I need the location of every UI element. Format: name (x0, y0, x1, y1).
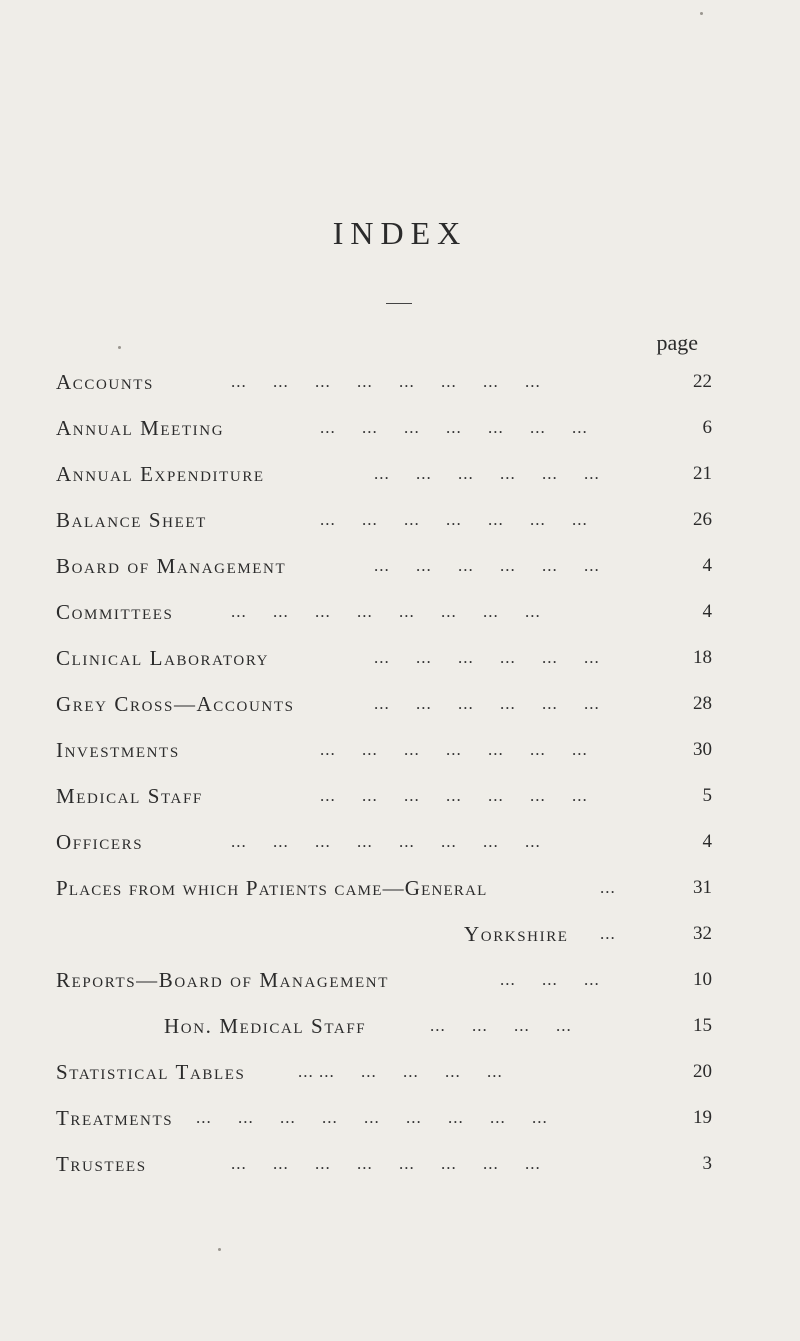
paper-speck (218, 1248, 221, 1251)
dot-leader: ... ... ... ... (430, 1016, 572, 1035)
title-rule (386, 303, 412, 304)
index-entry-trustees (56, 1147, 712, 1181)
entry-label: Grey Cross—Accounts (56, 692, 295, 716)
index-entry-places-general (56, 871, 712, 905)
index-entry-statistical-tables (56, 1055, 712, 1089)
index-entry-places-yorkshire (56, 917, 712, 951)
paper-speck (118, 346, 121, 349)
entry-label: Investments (56, 738, 180, 762)
index-entry-committees (56, 595, 712, 629)
entry-label: Accounts (56, 370, 154, 394)
entry-label: Annual Meeting (56, 416, 225, 440)
index-entry-grey-cross-accounts (56, 687, 712, 721)
entry-label: Annual Expenditure (56, 462, 265, 486)
index-entry-accounts (56, 365, 712, 399)
dot-leader: ... ... ... ... ... ... ... ... (231, 1154, 541, 1173)
entry-page-number: 28 (693, 693, 712, 714)
entry-label: Hon. Medical Staff (164, 1014, 367, 1038)
dot-leader: ... ... ... ... ... ... ... (320, 740, 588, 759)
dot-leader: ... ... ... ... ... ... ... (320, 510, 588, 529)
entry-page-number: 20 (693, 1061, 712, 1082)
entry-page-number: 3 (702, 1153, 712, 1174)
entry-label: Officers (56, 830, 144, 854)
dot-leader: ... ... ... ... ... ... ... ... (231, 372, 541, 391)
entry-page-number: 21 (693, 463, 712, 484)
dot-leader: ... ... ... ... ... ... (374, 694, 600, 713)
entry-label: Medical Staff (56, 784, 203, 808)
dot-leader: ... ... ... ... ... ... ... (320, 418, 588, 437)
dot-leader: ... (600, 924, 616, 943)
entry-page-number: 30 (693, 739, 712, 760)
dot-leader: ... ... ... ... ... ... (374, 648, 600, 667)
entry-page-number: 19 (693, 1107, 712, 1128)
dot-leader: ... ... ... ... ... ... ... ... (231, 602, 541, 621)
entry-page-number: 18 (693, 647, 712, 668)
index-entry-annual-expenditure (56, 457, 712, 491)
entry-page-number: 22 (693, 371, 712, 392)
index-entry-clinical-laboratory (56, 641, 712, 675)
entry-page-number: 4 (702, 555, 712, 576)
page-column-heading: page (656, 330, 698, 355)
index-entry-medical-staff (56, 779, 712, 813)
entry-label: Places from which Patients came—General (56, 876, 488, 900)
entry-page-number: 26 (693, 509, 712, 530)
dot-leader: ... (600, 878, 616, 897)
paper-speck (700, 12, 703, 15)
entry-page-number: 10 (693, 969, 712, 990)
index-entry-reports-hon-medical-staff (56, 1009, 712, 1043)
index-entry-balance-sheet (56, 503, 712, 537)
entry-label: Yorkshire (464, 922, 569, 946)
entry-page-number: 4 (702, 831, 712, 852)
dot-leader: ... ... ... ... ... ... ... ... ... (196, 1108, 548, 1127)
dot-leader: ... ... ... ... ... ... ... (320, 786, 588, 805)
entry-page-number: 31 (693, 877, 712, 898)
entry-label: Board of Management (56, 554, 287, 578)
index-entry-annual-meeting (56, 411, 712, 445)
entry-page-number: 4 (702, 601, 712, 622)
entry-label: Statistical Tables (56, 1060, 246, 1084)
dot-leader: ... ... ... ... ... ... (374, 556, 600, 575)
entry-label: Treatments (56, 1106, 174, 1130)
index-entry-investments (56, 733, 712, 767)
index-title: INDEX (332, 215, 468, 251)
index-entry-officers (56, 825, 712, 859)
entry-page-number: 5 (702, 785, 712, 806)
index-entry-reports-board (56, 963, 712, 997)
entry-label: Committees (56, 600, 174, 624)
entry-page-number: 6 (702, 417, 712, 438)
dot-leader: ... ... ... ... ... ... (298, 1062, 503, 1081)
entry-label: Clinical Laboratory (56, 646, 270, 670)
entry-label: Reports—Board of Management (56, 968, 389, 992)
dot-leader: ... ... ... (500, 970, 600, 989)
index-entry-treatments (56, 1101, 712, 1135)
entry-page-number: 15 (693, 1015, 712, 1036)
entry-label: Balance Sheet (56, 508, 207, 532)
entry-label: Trustees (56, 1152, 147, 1176)
dot-leader: ... ... ... ... ... ... (374, 464, 600, 483)
index-entry-board-of-management (56, 549, 712, 583)
entry-page-number: 32 (693, 923, 712, 944)
dot-leader: ... ... ... ... ... ... ... ... (231, 832, 541, 851)
